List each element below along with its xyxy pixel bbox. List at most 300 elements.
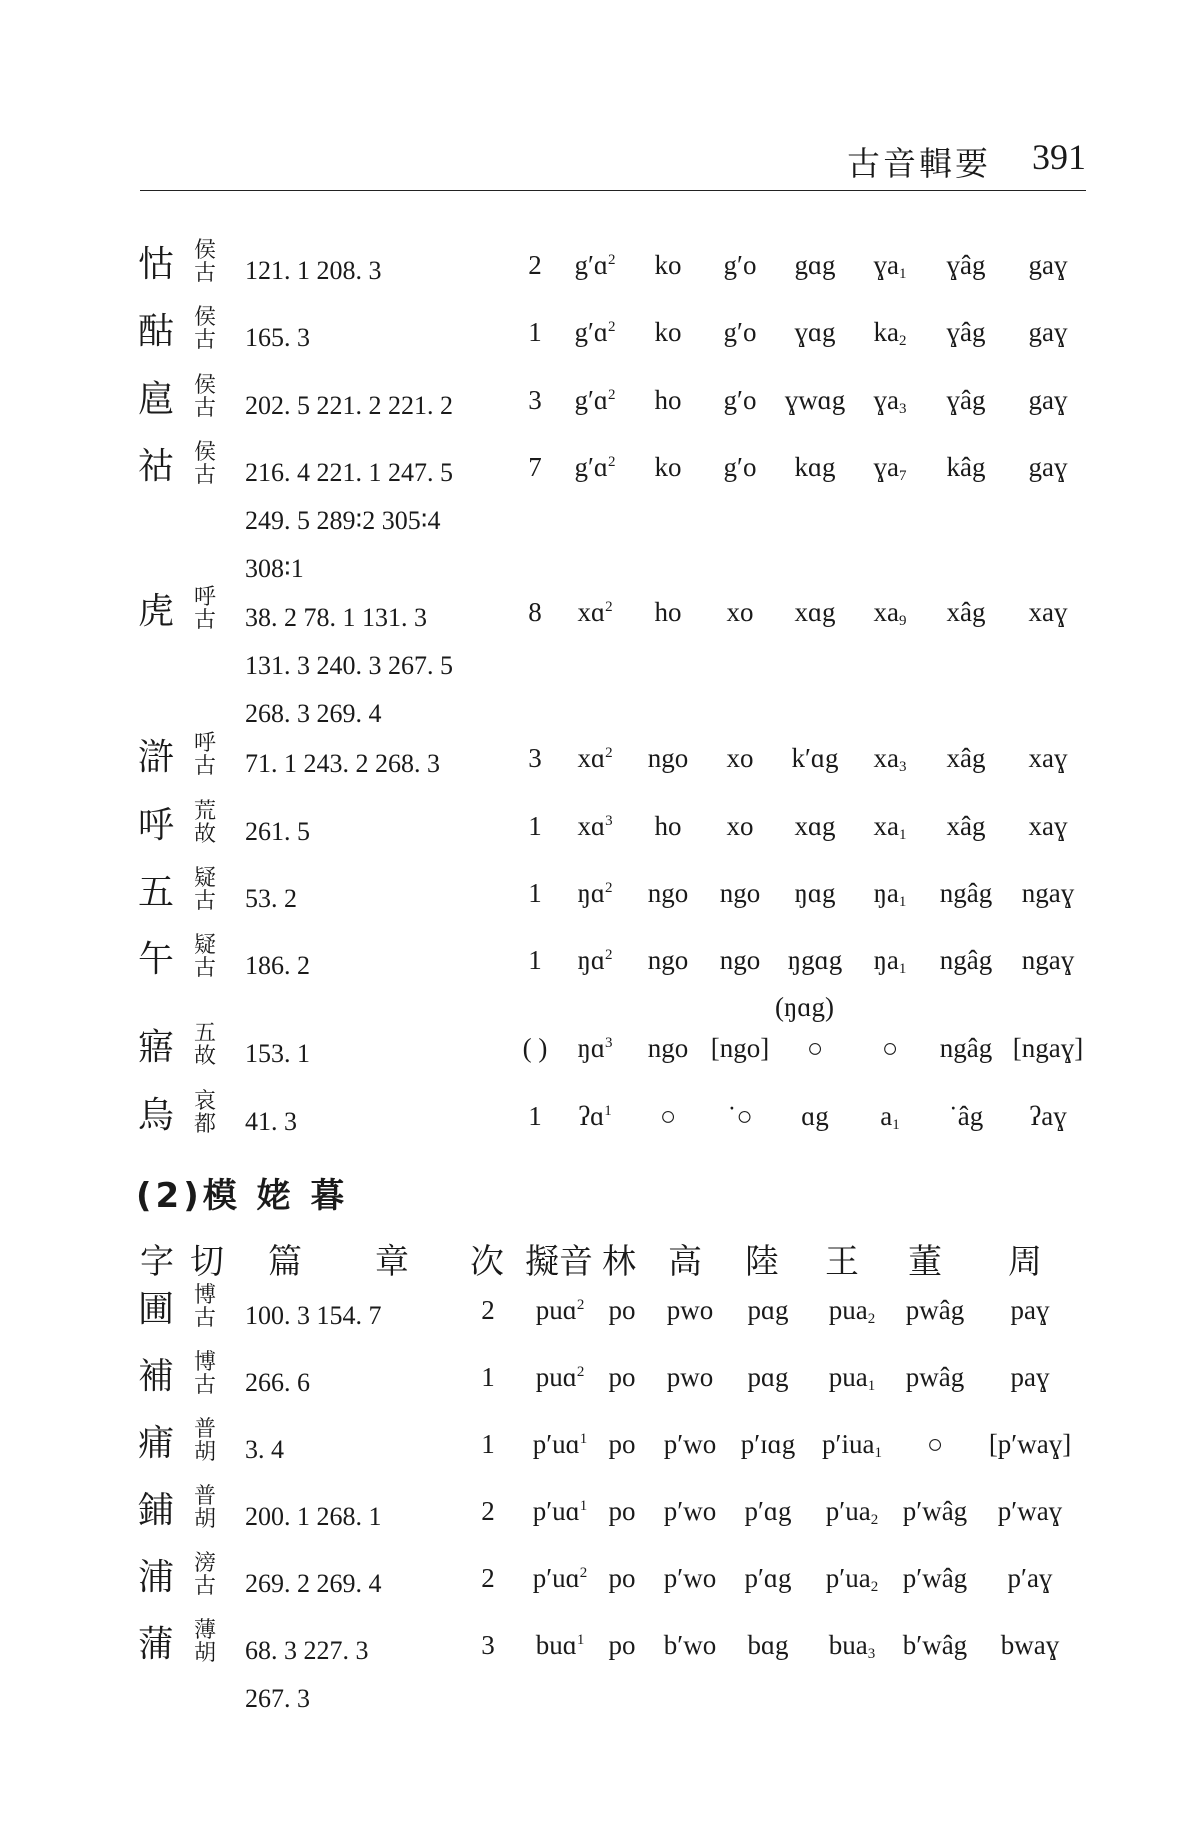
gao-cell: pwo bbox=[666, 1362, 714, 1392]
fanqie-spelling bbox=[192, 1485, 218, 1531]
reconstruction-base: g′ɑ bbox=[574, 385, 609, 415]
dong-cell: ɣâg bbox=[946, 317, 986, 347]
zhou-cell: gaɣ bbox=[1028, 250, 1068, 280]
dong-cell: pwâg bbox=[905, 1362, 965, 1392]
reference-line: 308∶1 bbox=[245, 554, 304, 583]
reconstruction-base: puɑ bbox=[535, 1362, 577, 1392]
fanqie-character: 都 bbox=[193, 1112, 216, 1137]
tone-number: 2 bbox=[608, 252, 616, 268]
reconstruction-base: g′ɑ bbox=[574, 250, 609, 280]
running-title: 古音輯要 bbox=[847, 144, 991, 183]
lin-cell: ko bbox=[654, 250, 682, 280]
wang-index: 9 bbox=[898, 613, 907, 629]
fanqie-character: 博 bbox=[193, 1283, 216, 1308]
fanqie-spelling bbox=[192, 1552, 218, 1598]
dong-cell: ngâg bbox=[939, 878, 993, 908]
dong-cell: xâg bbox=[946, 743, 986, 773]
reconstruction-base: puɑ bbox=[535, 1295, 577, 1325]
tone-number: 3 bbox=[604, 1035, 613, 1051]
fanqie-character: 古 bbox=[193, 1373, 216, 1398]
ode-references bbox=[245, 1292, 382, 1340]
fanqie-spelling bbox=[192, 732, 218, 778]
ode-references bbox=[245, 808, 310, 856]
ode-references bbox=[245, 1493, 382, 1541]
dong-cell: xâg bbox=[946, 597, 986, 627]
wang-base: ○ bbox=[881, 1033, 899, 1063]
ode-references bbox=[245, 1359, 310, 1407]
fanqie-character: 古 bbox=[193, 1574, 216, 1599]
fanqie-character: 呼 bbox=[193, 585, 216, 610]
tone-number: 2 bbox=[608, 319, 616, 335]
fanqie-spelling bbox=[192, 374, 218, 420]
fanqie-character: 疑 bbox=[193, 866, 216, 891]
tone-number: 1 bbox=[579, 1431, 588, 1447]
wang-index: 1 bbox=[892, 1117, 900, 1133]
count-cell: 8 bbox=[528, 597, 542, 627]
entry-row bbox=[0, 731, 1200, 798]
zhou-cell: bwaɣ bbox=[1000, 1630, 1060, 1660]
tone-number: 2 bbox=[605, 599, 613, 615]
zhou-cell: ʔaɣ bbox=[1029, 1101, 1067, 1131]
lin-cell: ngo bbox=[647, 878, 689, 908]
lin-cell: ho bbox=[654, 385, 682, 415]
wang-index: 1 bbox=[898, 961, 907, 977]
fanqie-spelling bbox=[192, 306, 218, 352]
wang-base: pua bbox=[828, 1362, 868, 1392]
tone-number: 1 bbox=[604, 1103, 612, 1119]
tone-number: 2 bbox=[604, 947, 613, 963]
column-header: 章 bbox=[375, 1242, 409, 1282]
reference-line: 53. 2 bbox=[245, 884, 297, 913]
fanqie-character: 古 bbox=[193, 608, 216, 633]
reference-line: 266. 6 bbox=[245, 1368, 310, 1397]
fanqie-spelling bbox=[192, 867, 218, 913]
head-character: 扈 bbox=[138, 379, 175, 420]
ipa-cell bbox=[548, 596, 643, 628]
entry-row bbox=[0, 1618, 1200, 1713]
reconstruction-base: ʔɑ bbox=[578, 1101, 605, 1131]
gao-cell: g′o bbox=[723, 385, 757, 415]
zhou-cell: p′aɣ bbox=[1007, 1563, 1053, 1593]
lu-cell: ɣɑg bbox=[794, 317, 836, 347]
reference-line: 165. 3 bbox=[245, 323, 310, 352]
head-character: 滸 bbox=[138, 737, 175, 778]
fanqie-character: 博 bbox=[193, 1350, 216, 1375]
zhou-cell: paɣ bbox=[1010, 1295, 1050, 1325]
count-cell: 1 bbox=[528, 878, 542, 908]
fanqie-spelling bbox=[192, 1284, 218, 1330]
count-cell: 3 bbox=[528, 385, 542, 415]
fanqie-character: 胡 bbox=[193, 1641, 216, 1666]
wang-base: ɣa bbox=[873, 452, 899, 482]
tone-number: 2 bbox=[608, 387, 616, 403]
reference-line: 131. 3 240. 3 267. 5 bbox=[245, 651, 453, 680]
lu-cell: pɑg bbox=[747, 1295, 789, 1325]
fanqie-character: 古 bbox=[193, 889, 216, 914]
head-character: 祜 bbox=[138, 446, 175, 487]
head-character: 呼 bbox=[138, 805, 175, 846]
reference-line: 249. 5 289∶2 305∶4 bbox=[245, 506, 441, 535]
count-cell: 2 bbox=[481, 1496, 495, 1526]
tone-number: 1 bbox=[576, 1632, 585, 1648]
fanqie-character: 古 bbox=[193, 463, 216, 488]
lin-cell: po bbox=[608, 1295, 636, 1325]
reconstruction-base: g′ɑ bbox=[574, 317, 609, 347]
count-cell: ( ) bbox=[522, 1033, 548, 1063]
tone-number: 2 bbox=[576, 1297, 585, 1313]
lu-cell: bɑg bbox=[747, 1630, 789, 1660]
zhou-cell: [p′waɣ] bbox=[988, 1429, 1072, 1459]
head-character: 酤 bbox=[138, 311, 175, 352]
entry-row bbox=[0, 1283, 1200, 1350]
ipa-cell bbox=[548, 742, 643, 774]
gao-cell: g′o bbox=[723, 250, 757, 280]
reference-line: 38. 2 78. 1 131. 3 bbox=[245, 603, 427, 632]
dong-cell: kâg bbox=[946, 452, 986, 482]
reconstruction-base: xɑ bbox=[577, 597, 606, 627]
wang-base: xa bbox=[873, 597, 899, 627]
entry-row bbox=[0, 305, 1200, 372]
reference-line: 68. 3 227. 3 bbox=[245, 1636, 369, 1665]
gao-cell: pwo bbox=[666, 1295, 714, 1325]
ode-references bbox=[245, 247, 382, 295]
ipa-cell bbox=[548, 1032, 643, 1064]
head-character: 補 bbox=[138, 1356, 175, 1397]
gao-cell: xo bbox=[726, 743, 754, 773]
fanqie-character: 薄 bbox=[193, 1618, 216, 1643]
ipa-cell bbox=[548, 451, 643, 483]
lin-cell: ko bbox=[654, 452, 682, 482]
dong-cell: ɣâg bbox=[946, 250, 986, 280]
head-character: 怙 bbox=[138, 244, 175, 285]
column-header: 次 bbox=[470, 1242, 504, 1282]
reconstruction-base: ŋɑ bbox=[577, 1033, 605, 1063]
lu-cell: ŋgɑg bbox=[787, 945, 843, 975]
entry-row bbox=[0, 238, 1200, 305]
fanqie-character: 五 bbox=[193, 1021, 216, 1046]
zhou-cell: [ngaɣ] bbox=[1012, 1033, 1084, 1063]
fanqie-character: 古 bbox=[193, 328, 216, 353]
wang-index: 3 bbox=[898, 401, 907, 417]
fanqie-character: 古 bbox=[193, 261, 216, 286]
alternate-reading-note: (ŋɑg) bbox=[775, 992, 834, 1022]
fanqie-spelling bbox=[192, 1619, 218, 1665]
lin-cell: po bbox=[608, 1496, 636, 1526]
reference-line: 261. 5 bbox=[245, 817, 310, 846]
reference-line: 269. 2 269. 4 bbox=[245, 1569, 382, 1598]
ode-references bbox=[245, 740, 440, 788]
lu-cell: ŋɑg bbox=[794, 878, 836, 908]
fanqie-character: 疑 bbox=[193, 933, 216, 958]
reconstruction-base: g′ɑ bbox=[574, 452, 609, 482]
gao-cell: g′o bbox=[723, 452, 757, 482]
head-character: 虎 bbox=[138, 591, 175, 632]
ode-references bbox=[245, 1098, 297, 1146]
lin-cell: ngo bbox=[647, 1033, 689, 1063]
lin-cell: po bbox=[608, 1563, 636, 1593]
lu-cell: ɣwɑg bbox=[784, 385, 846, 415]
count-cell: 1 bbox=[528, 1101, 542, 1131]
column-header: 周 bbox=[1008, 1242, 1042, 1282]
ode-references bbox=[245, 942, 310, 990]
fanqie-character: 侯 bbox=[193, 238, 216, 263]
lin-cell: ho bbox=[654, 597, 682, 627]
count-cell: 3 bbox=[481, 1630, 495, 1660]
lin-cell: ko bbox=[654, 317, 682, 347]
wang-base: pua bbox=[828, 1295, 868, 1325]
lin-cell: po bbox=[608, 1429, 636, 1459]
ode-references bbox=[245, 382, 453, 430]
wang-index: 3 bbox=[867, 1646, 876, 1662]
gao-cell: xo bbox=[726, 811, 754, 841]
dong-cell: xâg bbox=[946, 811, 986, 841]
ode-references bbox=[245, 875, 297, 923]
zhou-cell: p′waɣ bbox=[997, 1496, 1063, 1526]
head-character: 痡 bbox=[138, 1423, 175, 1464]
dong-cell: p′wâg bbox=[902, 1563, 968, 1593]
lin-cell: ho bbox=[654, 811, 682, 841]
section-heading: (2)模 姥 暮 bbox=[136, 1176, 349, 1216]
reference-line: 216. 4 221. 1 247. 5 bbox=[245, 458, 453, 487]
gao-cell: p′wo bbox=[663, 1429, 717, 1459]
wang-index: 2 bbox=[867, 1311, 876, 1327]
lu-cell: p′ɪɑg bbox=[740, 1429, 796, 1459]
column-header: 擬音 bbox=[525, 1242, 593, 1282]
ipa-cell bbox=[548, 810, 643, 842]
head-character: 鋪 bbox=[138, 1490, 175, 1531]
fanqie-character: 侯 bbox=[193, 373, 216, 398]
gao-cell: p′wo bbox=[663, 1563, 717, 1593]
gao-cell: b′wo bbox=[663, 1630, 717, 1660]
page-header bbox=[140, 130, 1086, 191]
lin-cell: ○ bbox=[659, 1101, 677, 1131]
wang-index: 7 bbox=[898, 468, 907, 484]
lu-cell: ɑg bbox=[801, 1101, 829, 1131]
entry-row bbox=[0, 440, 1200, 583]
fanqie-spelling bbox=[192, 239, 218, 285]
lin-cell: po bbox=[608, 1630, 636, 1660]
fanqie-character: 故 bbox=[193, 822, 216, 847]
head-character: 蒲 bbox=[138, 1624, 175, 1665]
lu-cell: gɑg bbox=[794, 250, 836, 280]
lu-cell: kɑg bbox=[794, 452, 836, 482]
zhou-cell: xaɣ bbox=[1028, 743, 1068, 773]
page-number: 391 bbox=[1032, 137, 1086, 177]
wang-index: 2 bbox=[870, 1512, 879, 1528]
fanqie-spelling bbox=[192, 1090, 218, 1136]
tone-number: 2 bbox=[576, 1364, 585, 1380]
count-cell: 2 bbox=[481, 1563, 495, 1593]
tone-number: 2 bbox=[579, 1565, 588, 1581]
dong-cell: p′wâg bbox=[902, 1496, 968, 1526]
wang-index: 1 bbox=[898, 266, 907, 282]
zhou-cell: gaɣ bbox=[1028, 452, 1068, 482]
wang-base: ɣa bbox=[873, 250, 899, 280]
ipa-cell bbox=[548, 384, 643, 416]
zhou-cell: gaɣ bbox=[1028, 317, 1068, 347]
count-cell: 3 bbox=[528, 743, 542, 773]
fanqie-character: 古 bbox=[193, 754, 216, 779]
reference-line: 268. 3 269. 4 bbox=[245, 699, 382, 728]
entry-row bbox=[0, 373, 1200, 440]
fanqie-character: 古 bbox=[193, 1306, 216, 1331]
fanqie-character: 古 bbox=[193, 956, 216, 981]
gao-cell: xo bbox=[726, 597, 754, 627]
head-character: 烏 bbox=[138, 1095, 175, 1136]
ipa-cell bbox=[548, 316, 643, 348]
count-cell: 1 bbox=[481, 1362, 495, 1392]
fanqie-character: 普 bbox=[193, 1417, 216, 1442]
wang-base: p′ua bbox=[825, 1563, 871, 1593]
gao-cell: ngo bbox=[719, 945, 761, 975]
fanqie-character: 滂 bbox=[193, 1551, 216, 1576]
reference-line: 71. 1 243. 2 268. 3 bbox=[245, 749, 440, 778]
tone-number: 2 bbox=[608, 454, 616, 470]
column-header: 篇 bbox=[268, 1242, 302, 1282]
fanqie-character: 荒 bbox=[193, 799, 216, 824]
lu-cell: p′ɑg bbox=[744, 1563, 792, 1593]
wang-index: 1 bbox=[898, 827, 907, 843]
entry-row bbox=[0, 866, 1200, 933]
tone-number: 1 bbox=[579, 1498, 588, 1514]
ipa-cell bbox=[548, 1100, 643, 1132]
entry-row bbox=[0, 1551, 1200, 1618]
zhou-cell: xaɣ bbox=[1028, 811, 1068, 841]
fanqie-character: 故 bbox=[193, 1044, 216, 1069]
head-character: 午 bbox=[138, 939, 175, 980]
fanqie-character: 古 bbox=[193, 396, 216, 421]
entry-row bbox=[0, 933, 1200, 1000]
lu-cell: k′ɑg bbox=[791, 743, 839, 773]
fanqie-character: 胡 bbox=[193, 1507, 216, 1532]
head-character: 五 bbox=[138, 872, 175, 913]
entry-row bbox=[0, 585, 1200, 728]
count-cell: 1 bbox=[528, 945, 542, 975]
fanqie-spelling bbox=[192, 1022, 218, 1068]
fanqie-character: 普 bbox=[193, 1484, 216, 1509]
column-header: 字 bbox=[140, 1242, 174, 1282]
column-header: 林 bbox=[602, 1242, 636, 1282]
reference-line: 200. 1 268. 1 bbox=[245, 1502, 382, 1531]
wang-base: ŋa bbox=[873, 945, 899, 975]
gao-cell: ngo bbox=[719, 878, 761, 908]
head-character: 寤 bbox=[138, 1027, 175, 1068]
entry-row bbox=[0, 799, 1200, 866]
column-header: 陸 bbox=[745, 1242, 779, 1282]
column-header: 王 bbox=[825, 1242, 859, 1282]
tone-number: 2 bbox=[604, 880, 613, 896]
dong-cell: ˙âg bbox=[948, 1101, 984, 1131]
fanqie-character: 呼 bbox=[193, 731, 216, 756]
wang-base: ka bbox=[873, 317, 899, 347]
dong-cell: ○ bbox=[926, 1429, 944, 1459]
entry-row bbox=[0, 1350, 1200, 1417]
fanqie-character: 侯 bbox=[193, 440, 216, 465]
ode-references bbox=[245, 449, 453, 593]
zhou-cell: ngaɣ bbox=[1021, 878, 1075, 908]
count-cell: 1 bbox=[481, 1429, 495, 1459]
reconstruction-base: xɑ bbox=[577, 811, 606, 841]
wang-index: 2 bbox=[898, 333, 907, 349]
reconstruction-base: ŋɑ bbox=[577, 878, 605, 908]
wang-base: xa bbox=[873, 743, 899, 773]
dong-cell: ngâg bbox=[939, 1033, 993, 1063]
reference-line: 186. 2 bbox=[245, 951, 310, 980]
wang-index: 1 bbox=[874, 1445, 882, 1461]
reconstruction-base: ŋɑ bbox=[577, 945, 605, 975]
lu-cell: ○ bbox=[806, 1033, 824, 1063]
wang-base: p′iua bbox=[822, 1429, 875, 1459]
lin-cell: po bbox=[608, 1362, 636, 1392]
head-character: 圃 bbox=[138, 1289, 175, 1330]
gao-cell: [ngo] bbox=[710, 1033, 770, 1063]
ipa-cell bbox=[548, 877, 643, 909]
wang-index: 2 bbox=[870, 1579, 879, 1595]
count-cell: 1 bbox=[528, 317, 542, 347]
fanqie-spelling bbox=[192, 934, 218, 980]
column-header: 切 bbox=[190, 1242, 224, 1282]
head-character: 浦 bbox=[138, 1557, 175, 1598]
zhou-cell: ngaɣ bbox=[1021, 945, 1075, 975]
ode-references bbox=[245, 1030, 310, 1078]
wang-base: a bbox=[880, 1101, 893, 1131]
reconstruction-base: p′uɑ bbox=[532, 1496, 580, 1526]
reference-line: 202. 5 221. 2 221. 2 bbox=[245, 391, 453, 420]
zhou-cell: gaɣ bbox=[1028, 385, 1068, 415]
wang-index: 1 bbox=[898, 894, 907, 910]
lu-cell: pɑg bbox=[747, 1362, 789, 1392]
reference-line: 267. 3 bbox=[245, 1684, 310, 1713]
dong-cell: pwâg bbox=[905, 1295, 965, 1325]
ode-references bbox=[245, 594, 453, 738]
dong-cell: b′wâg bbox=[902, 1630, 968, 1660]
ode-references bbox=[245, 1426, 284, 1474]
gao-cell: g′o bbox=[723, 317, 757, 347]
reference-line: 41. 3 bbox=[245, 1107, 297, 1136]
ipa-cell bbox=[548, 249, 643, 281]
ode-references bbox=[245, 1627, 369, 1723]
lu-cell: p′ɑg bbox=[744, 1496, 792, 1526]
lin-cell: ngo bbox=[647, 743, 689, 773]
fanqie-spelling bbox=[192, 441, 218, 487]
wang-index: 1 bbox=[867, 1378, 876, 1394]
entry-row bbox=[0, 1021, 1200, 1088]
gao-cell: ˙○ bbox=[727, 1101, 753, 1131]
column-header: 高 bbox=[668, 1242, 702, 1282]
reconstruction-base: buɑ bbox=[535, 1630, 577, 1660]
fanqie-character: 胡 bbox=[193, 1440, 216, 1465]
lin-cell: ngo bbox=[647, 945, 689, 975]
tone-number: 2 bbox=[605, 745, 613, 761]
zhou-cell: paɣ bbox=[1010, 1362, 1050, 1392]
reference-line: 121. 1 208. 3 bbox=[245, 256, 382, 285]
count-cell: 1 bbox=[528, 811, 542, 841]
lu-cell: xɑg bbox=[794, 597, 836, 627]
reconstruction-base: p′uɑ bbox=[532, 1429, 580, 1459]
dong-cell: ɣâg bbox=[946, 385, 986, 415]
fanqie-spelling bbox=[192, 1351, 218, 1397]
lu-cell: xɑg bbox=[794, 811, 836, 841]
wang-base: ŋa bbox=[873, 878, 899, 908]
fanqie-character: 哀 bbox=[193, 1089, 216, 1114]
fanqie-spelling bbox=[192, 586, 218, 632]
ode-references bbox=[245, 1560, 382, 1608]
tone-number: 3 bbox=[605, 813, 613, 829]
dong-cell: ngâg bbox=[939, 945, 993, 975]
count-cell: 2 bbox=[481, 1295, 495, 1325]
reconstruction-base: xɑ bbox=[577, 743, 606, 773]
column-header: 董 bbox=[908, 1242, 942, 1282]
